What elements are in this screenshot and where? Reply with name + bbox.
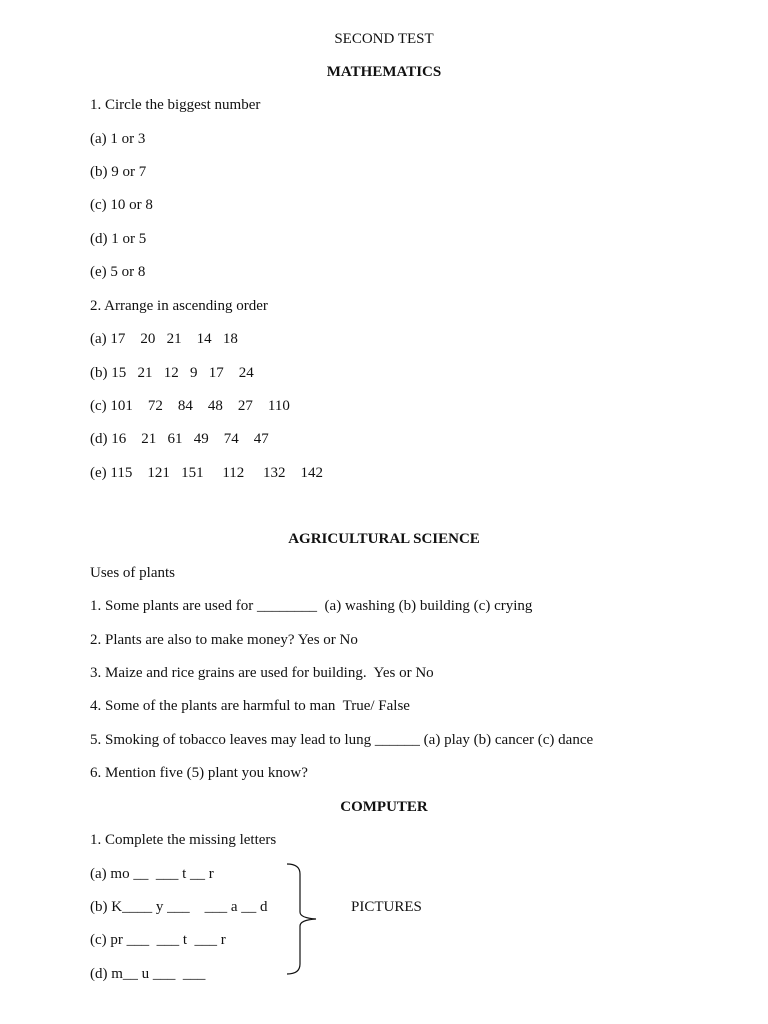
right-brace-icon	[284, 862, 324, 978]
math-q1-option-c: (c) 10 or 8	[90, 197, 153, 213]
agric-topic: Uses of plants	[90, 565, 175, 581]
math-q2-option-d: (d) 16 21 61 49 74 47	[90, 431, 269, 447]
agric-question-1: 1. Some plants are used for ________ (a) washing (b) building (c) crying	[90, 598, 533, 614]
computer-question-1: 1. Complete the missing letters	[90, 832, 277, 848]
computer-item-b: (b) K____ y ___ ___ a __ d	[90, 899, 268, 915]
agric-question-5: 5. Smoking of tobacco leaves may lead to lung ______ (a) play (b) cancer (c) dance	[90, 732, 594, 748]
computer-heading: COMPUTER	[340, 799, 428, 815]
agricultural-science-heading: AGRICULTURAL SCIENCE	[288, 531, 480, 547]
math-q2-option-b: (b) 15 21 12 9 17 24	[90, 365, 254, 381]
computer-item-d: (d) m__ u ___ ___	[90, 966, 206, 982]
mathematics-heading: MATHEMATICS	[326, 64, 442, 80]
math-question-2: 2. Arrange in ascending order	[90, 298, 268, 314]
math-q1-option-e: (e) 5 or 8	[90, 264, 146, 280]
math-q2-option-a: (a) 17 20 21 14 18	[90, 331, 238, 347]
pictures-label: PICTURES	[351, 899, 422, 915]
math-q1-option-a: (a) 1 or 3	[90, 131, 146, 147]
math-q1-option-b: (b) 9 or 7	[90, 164, 147, 180]
math-question-1: 1. Circle the biggest number	[90, 97, 261, 113]
agric-question-6: 6. Mention five (5) plant you know?	[90, 765, 308, 781]
math-q2-option-c: (c) 101 72 84 48 27 110	[90, 398, 290, 414]
computer-item-a: (a) mo __ ___ t __ r	[90, 866, 214, 882]
test-title: SECOND TEST	[334, 31, 434, 47]
agric-question-4: 4. Some of the plants are harmful to man True/ False	[90, 698, 410, 714]
agric-question-3: 3. Maize and rice grains are used for building. Yes or No	[90, 665, 434, 681]
math-q1-option-d: (d) 1 or 5	[90, 231, 147, 247]
computer-item-c: (c) pr ___ ___ t ___ r	[90, 932, 226, 948]
agric-question-2: 2. Plants are also to make money? Yes or No	[90, 632, 358, 648]
math-q2-option-e: (e) 115 121 151 112 132 142	[90, 465, 324, 481]
